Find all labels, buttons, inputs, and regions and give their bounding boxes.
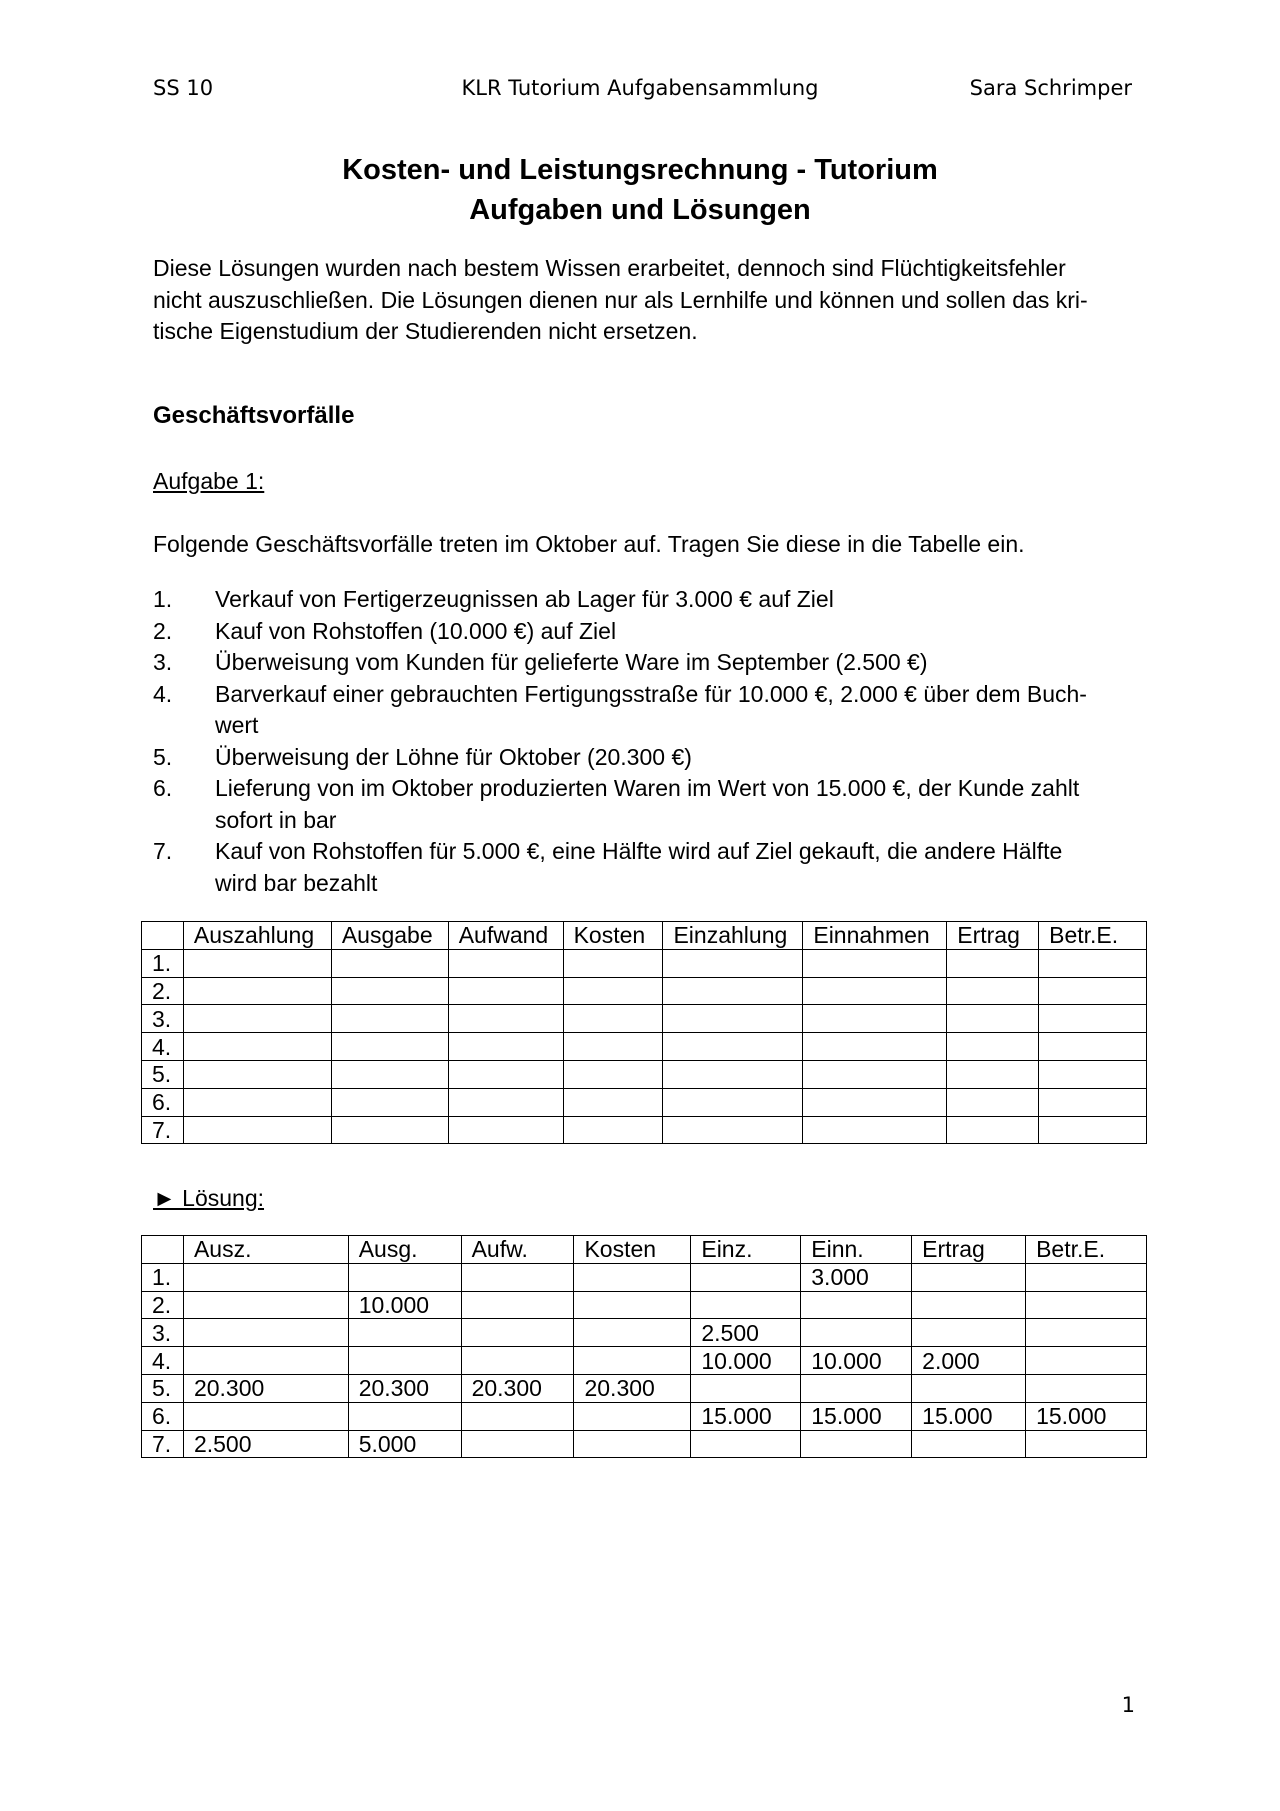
task-table-cell <box>1039 1033 1147 1061</box>
task-item <box>153 742 1128 774</box>
solution-table-cell <box>348 1402 461 1430</box>
task-table-cell <box>183 1033 331 1061</box>
solution-table-header-cell: Einn. <box>801 1236 912 1264</box>
solution-table-row-number: 1. <box>142 1263 184 1291</box>
task-table-cell <box>331 1060 448 1088</box>
task-table-cell <box>183 1088 331 1116</box>
solution-table-row-number: 6. <box>142 1402 184 1430</box>
task-table-cell <box>331 1005 448 1033</box>
solution-label: ► Lösung: <box>153 1185 265 1211</box>
solution-table-header-cell: Kosten <box>574 1236 691 1264</box>
task-table-cell <box>331 1088 448 1116</box>
task-item-text: Verkauf von Fertigerzeugnissen ab Lager für 3.000 € auf Ziel <box>215 586 834 612</box>
solution-table-cell <box>912 1263 1026 1291</box>
task-item-text: Überweisung der Löhne für Oktober (20.300 €) <box>215 743 692 770</box>
solution-table-cell <box>912 1291 1026 1319</box>
solution-table-cell <box>461 1263 574 1291</box>
task-table-cell <box>563 1005 663 1033</box>
task-table-cell <box>331 977 448 1005</box>
task-table-header-cell: Kosten <box>563 922 663 950</box>
solution-table-cell <box>1026 1374 1147 1402</box>
task-item-number: 1. <box>153 586 173 612</box>
task-table-row-number: 3. <box>142 1005 184 1033</box>
task-table-cell <box>448 1088 563 1116</box>
solution-table-row-number: 3. <box>142 1319 184 1347</box>
solution-table-cell <box>348 1347 461 1375</box>
solution-table-cell: 5.000 <box>348 1430 461 1458</box>
solution-table-cell: 20.300 <box>348 1374 461 1402</box>
task-item-number: 5. <box>153 743 173 770</box>
solution-table-cell <box>183 1347 348 1375</box>
task-table-cell <box>183 1060 331 1088</box>
task-table-cell <box>663 1116 803 1144</box>
task-table-row <box>142 1005 1147 1033</box>
task-table-cell <box>448 949 563 977</box>
task-item <box>153 679 1128 711</box>
solution-table-cell: 20.300 <box>574 1374 691 1402</box>
task-item <box>153 805 1128 837</box>
task-label: Aufgabe 1: <box>153 468 265 494</box>
solution-table-header-cell: Ertrag <box>912 1236 1026 1264</box>
task-item-number: 4. <box>153 680 173 707</box>
task-table-cell <box>563 977 663 1005</box>
task-table-cell <box>1039 1005 1147 1033</box>
solution-table-cell: 20.300 <box>183 1374 348 1402</box>
task-table-cell <box>448 1005 563 1033</box>
solution-table-cell <box>461 1347 574 1375</box>
solution-table-cell <box>574 1263 691 1291</box>
task-table-header-cell: Ausgabe <box>331 922 448 950</box>
task-table-cell <box>563 1088 663 1116</box>
task-table-header-cell: Aufwand <box>448 922 563 950</box>
task-item-text: wird bar bezahlt <box>215 869 378 896</box>
task-table-cell <box>448 1116 563 1144</box>
solution-table <box>141 1235 1147 1458</box>
document-title: Kosten- und Leistungsrechnung - Tutorium <box>342 154 938 186</box>
task-table-cell <box>947 1005 1039 1033</box>
solution-table-cell: 15.000 <box>1026 1402 1147 1430</box>
solution-table-row <box>142 1430 1147 1458</box>
intro-line: Diese Lösungen wurden nach bestem Wissen erarbeitet, dennoch sind Flüchtigkeitsfehler <box>153 255 1066 281</box>
task-table-row <box>142 977 1147 1005</box>
task-table-cell <box>947 1033 1039 1061</box>
task-table-cell <box>183 949 331 977</box>
solution-table-cell <box>461 1402 574 1430</box>
task-table-row <box>142 1116 1147 1144</box>
task-table-cell <box>1039 977 1147 1005</box>
task-item <box>153 647 1128 679</box>
solution-table-cell: 2.500 <box>691 1319 801 1347</box>
task-table-cell <box>663 1060 803 1088</box>
solution-table-cell <box>183 1291 348 1319</box>
task-table-cell <box>563 1060 663 1088</box>
solution-table-cell <box>574 1347 691 1375</box>
solution-table-cell <box>461 1430 574 1458</box>
task-table-cell <box>448 1060 563 1088</box>
task-item <box>153 584 1128 616</box>
solution-table-header-cell: Einz. <box>691 1236 801 1264</box>
solution-table-cell <box>801 1319 912 1347</box>
solution-table-row <box>142 1319 1147 1347</box>
solution-table-cell <box>912 1374 1026 1402</box>
task-table-cell <box>803 977 947 1005</box>
solution-table-header-cell: Ausg. <box>348 1236 461 1264</box>
document-subtitle: Aufgaben und Lösungen <box>469 194 811 226</box>
task-table-header-cell: Betr.E. <box>1039 922 1147 950</box>
task-table-cell <box>1039 1088 1147 1116</box>
task-table-cell <box>1039 1116 1147 1144</box>
task-table-cell <box>947 1060 1039 1088</box>
solution-table-cell <box>912 1319 1026 1347</box>
task-table <box>141 921 1147 1144</box>
header-left: SS 10 <box>153 76 214 100</box>
solution-table-header-cell: Aufw. <box>461 1236 574 1264</box>
intro-paragraph <box>153 253 1128 348</box>
task-table-cell <box>1039 1060 1147 1088</box>
solution-table-row-number: 4. <box>142 1347 184 1375</box>
task-table-cell <box>803 1033 947 1061</box>
solution-table-cell: 2.000 <box>912 1347 1026 1375</box>
solution-table-cell: 15.000 <box>801 1402 912 1430</box>
solution-table-cell <box>1026 1319 1147 1347</box>
task-item <box>153 710 1128 742</box>
task-table-header-cell <box>142 922 184 950</box>
solution-table-row <box>142 1291 1147 1319</box>
solution-table-cell <box>574 1402 691 1430</box>
task-table-row-number: 4. <box>142 1033 184 1061</box>
solution-table-row <box>142 1263 1147 1291</box>
task-table-row-number: 7. <box>142 1116 184 1144</box>
solution-table-cell <box>691 1374 801 1402</box>
header-right: Sara Schrimper <box>969 76 1132 100</box>
task-item-text: Überweisung vom Kunden für gelieferte Ware im September (2.500 €) <box>215 649 928 675</box>
task-item <box>153 836 1128 868</box>
task-table-cell <box>663 949 803 977</box>
task-table-cell <box>563 1116 663 1144</box>
solution-table-row-number: 2. <box>142 1291 184 1319</box>
solution-table-cell <box>574 1430 691 1458</box>
task-table-cell <box>803 1088 947 1116</box>
task-table-header-cell: Einnahmen <box>803 922 947 950</box>
solution-table-cell <box>691 1430 801 1458</box>
task-item-number <box>153 710 215 742</box>
task-item-text: sofort in bar <box>215 806 337 833</box>
task-item-number: 3. <box>153 649 173 675</box>
task-table-row <box>142 1060 1147 1088</box>
task-table-cell <box>663 1005 803 1033</box>
task-items-list <box>153 584 1128 899</box>
solution-table-row <box>142 1402 1147 1430</box>
task-table-cell <box>331 949 448 977</box>
solution-table-cell <box>574 1319 691 1347</box>
task-item-text: wert <box>215 712 259 738</box>
task-table-cell <box>663 1088 803 1116</box>
solution-table-row <box>142 1347 1147 1375</box>
task-table-cell <box>663 977 803 1005</box>
task-item-text: Kauf von Rohstoffen (10.000 €) auf Ziel <box>215 617 617 644</box>
task-table-cell <box>803 1005 947 1033</box>
solution-table-cell <box>183 1319 348 1347</box>
task-table-cell <box>947 1116 1039 1144</box>
task-table-cell <box>183 977 331 1005</box>
task-table-cell <box>448 977 563 1005</box>
task-table-cell <box>803 949 947 977</box>
task-table-row <box>142 949 1147 977</box>
task-item-text: Barverkauf einer gebrauchten Fertigungsstraße für 10.000 €, 2.000 € über dem Buch- <box>215 680 1087 707</box>
task-item-number: 6. <box>153 775 173 801</box>
task-table-cell <box>947 949 1039 977</box>
solution-table-row-number: 5. <box>142 1374 184 1402</box>
solution-table-header-cell: Ausz. <box>183 1236 348 1264</box>
solution-table-cell <box>691 1263 801 1291</box>
task-table-header-cell: Auszahlung <box>183 922 331 950</box>
task-table-row-number: 1. <box>142 949 184 977</box>
task-item <box>153 616 1128 648</box>
task-table-cell <box>331 1033 448 1061</box>
solution-table-row-number: 7. <box>142 1430 184 1458</box>
solution-table-cell <box>912 1430 1026 1458</box>
solution-table-cell: 15.000 <box>912 1402 1026 1430</box>
task-table-header-cell: Ertrag <box>947 922 1039 950</box>
solution-table-cell <box>348 1263 461 1291</box>
solution-table-cell: 10.000 <box>348 1291 461 1319</box>
task-table-cell <box>663 1033 803 1061</box>
task-item <box>153 773 1128 805</box>
solution-table-cell: 10.000 <box>801 1347 912 1375</box>
task-item-number <box>153 868 215 900</box>
solution-table-cell <box>574 1291 691 1319</box>
task-item-number <box>153 805 215 837</box>
header-center: KLR Tutorium Aufgabensammlung <box>461 76 819 100</box>
solution-table-cell: 2.500 <box>183 1430 348 1458</box>
task-item-text: Kauf von Rohstoffen für 5.000 €, eine Hälfte wird auf Ziel gekauft, die andere Hälfte <box>215 838 1063 864</box>
solution-table-cell <box>801 1430 912 1458</box>
solution-table-cell <box>348 1319 461 1347</box>
solution-table-cell <box>801 1291 912 1319</box>
solution-table-cell <box>1026 1291 1147 1319</box>
solution-table-cell: 15.000 <box>691 1402 801 1430</box>
solution-table-cell <box>183 1402 348 1430</box>
task-table-cell <box>183 1116 331 1144</box>
solution-table-cell <box>691 1291 801 1319</box>
task-table-cell <box>947 977 1039 1005</box>
solution-table-cell <box>461 1291 574 1319</box>
task-table-cell <box>563 1033 663 1061</box>
task-table-cell <box>563 949 663 977</box>
solution-table-cell: 20.300 <box>461 1374 574 1402</box>
task-item-number: 7. <box>153 838 173 864</box>
solution-table-cell <box>1026 1263 1147 1291</box>
page-number: 1 <box>1121 1693 1135 1717</box>
section-title: Geschäftsvorfälle <box>153 402 355 429</box>
solution-table-header-cell <box>142 1236 184 1264</box>
solution-table-header-cell: Betr.E. <box>1026 1236 1147 1264</box>
solution-table-cell <box>1026 1430 1147 1458</box>
solution-table-cell <box>183 1263 348 1291</box>
task-description: Folgende Geschäftsvorfälle treten im Oktober auf. Tragen Sie diese in die Tabelle ein. <box>153 531 1025 557</box>
task-table-cell <box>803 1116 947 1144</box>
task-table-cell <box>448 1033 563 1061</box>
task-table-cell <box>183 1005 331 1033</box>
task-table-row <box>142 1088 1147 1116</box>
task-table-row-number: 6. <box>142 1088 184 1116</box>
task-table-row-number: 5. <box>142 1060 184 1088</box>
solution-table-cell <box>1026 1347 1147 1375</box>
solution-table-cell: 10.000 <box>691 1347 801 1375</box>
intro-line: tische Eigenstudium der Studierenden nicht ersetzen. <box>153 318 698 344</box>
task-table-cell <box>1039 949 1147 977</box>
intro-line: nicht auszuschließen. Die Lösungen dienen nur als Lernhilfe und können und sollen das kri- <box>153 286 1088 313</box>
solution-table-cell: 3.000 <box>801 1263 912 1291</box>
task-table-row-number: 2. <box>142 977 184 1005</box>
solution-table-row <box>142 1374 1147 1402</box>
task-table-cell <box>331 1116 448 1144</box>
task-item <box>153 868 1128 900</box>
task-table-cell <box>947 1088 1039 1116</box>
solution-table-cell <box>461 1319 574 1347</box>
task-table-cell <box>803 1060 947 1088</box>
task-table-row <box>142 1033 1147 1061</box>
solution-table-cell <box>801 1374 912 1402</box>
task-item-text: Lieferung von im Oktober produzierten Waren im Wert von 15.000 €, der Kunde zahlt <box>215 775 1080 801</box>
task-table-header-cell: Einzahlung <box>663 922 803 950</box>
task-item-number: 2. <box>153 617 173 644</box>
